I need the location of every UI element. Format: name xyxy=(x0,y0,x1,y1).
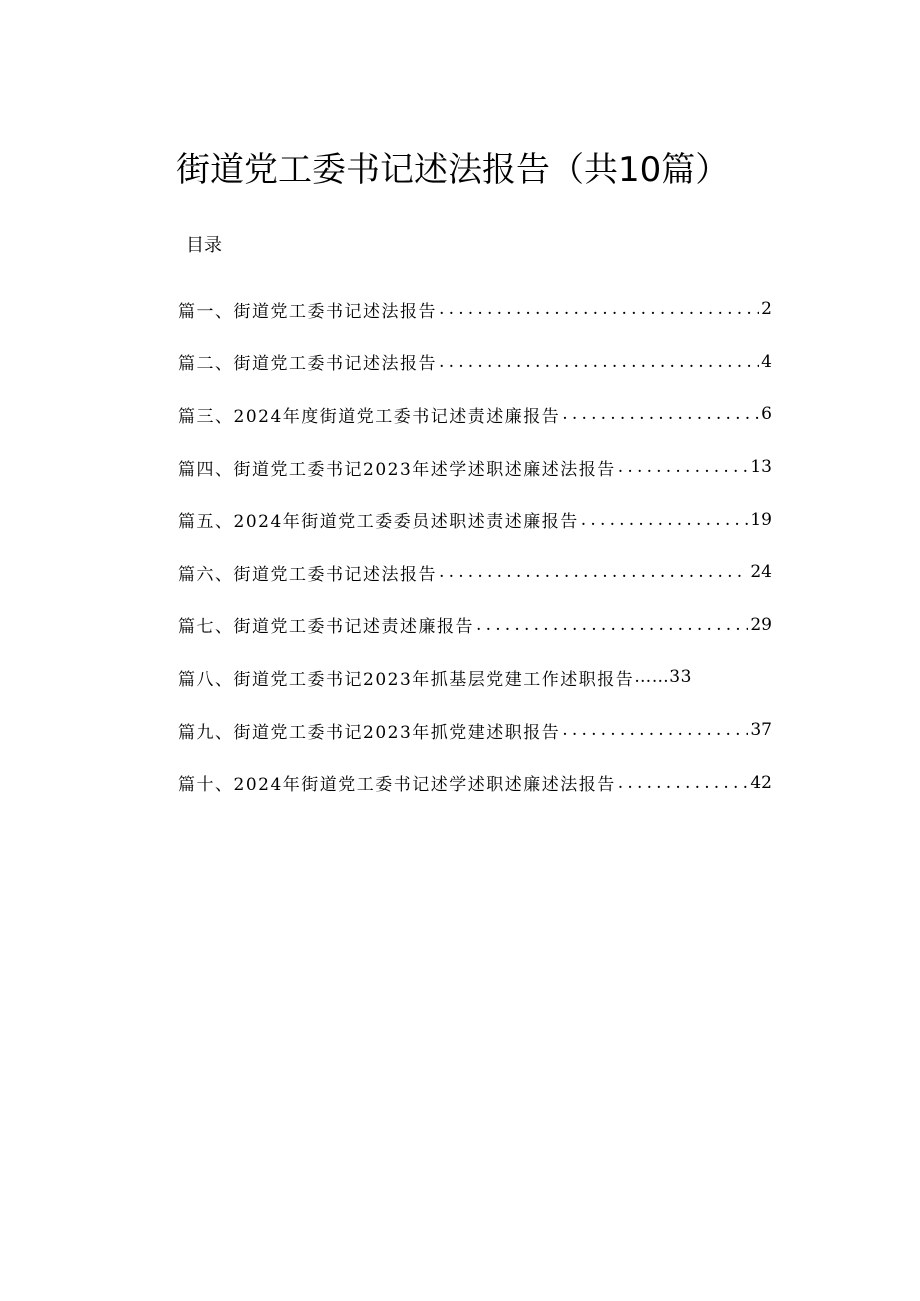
toc-page-number: 42 xyxy=(750,772,772,793)
toc-page-number: 19 xyxy=(750,509,772,530)
toc-dot-leader xyxy=(562,720,748,740)
toc-page-number: 6 xyxy=(761,404,772,425)
toc-entry-8[interactable] xyxy=(178,651,772,704)
toc-dot-leader xyxy=(439,299,759,319)
toc-dot-leader xyxy=(476,615,748,635)
toc-heading: 目录 xyxy=(186,235,222,256)
toc-entry-10[interactable] xyxy=(178,756,772,809)
toc-entry-title: 篇五、2024年街道党工委委员述职述责述廉报告 xyxy=(178,512,579,533)
toc-page-number: 2 xyxy=(761,299,772,320)
toc-dot-leader xyxy=(581,510,749,530)
toc-entry-2[interactable] xyxy=(178,336,772,389)
toc-ellipsis-leader: …… xyxy=(634,667,670,688)
toc-page-number: 4 xyxy=(761,351,772,372)
toc-page-number: 37 xyxy=(750,720,772,741)
toc-dot-leader xyxy=(439,352,759,372)
toc-entry-title: 篇七、街道党工委书记述责述廉报告 xyxy=(178,617,474,638)
toc-page-number: 33 xyxy=(669,667,692,688)
toc-entry-7[interactable] xyxy=(178,599,772,652)
toc-dot-leader xyxy=(439,562,748,582)
toc-entry-title: 篇六、街道党工委书记述法报告 xyxy=(178,564,437,585)
toc-dot-leader xyxy=(618,773,749,793)
toc-entry-title: 篇二、街道党工委书记述法报告 xyxy=(178,354,437,375)
toc-page-number: 24 xyxy=(750,562,772,583)
toc-page-number: 29 xyxy=(750,614,772,635)
toc-entry-6[interactable] xyxy=(178,546,772,599)
toc-entry-5[interactable] xyxy=(178,493,772,546)
toc-entry-title: 篇十、2024年街道党工委书记述学述职述廉述法报告 xyxy=(178,775,616,796)
toc-entry-1[interactable] xyxy=(178,283,772,336)
toc-page-number: 13 xyxy=(750,457,772,478)
document-title: 街道党工委书记述法报告（共10篇） xyxy=(176,150,730,190)
toc-entry-title: 篇一、街道党工委书记述法报告 xyxy=(178,301,437,322)
table-of-contents xyxy=(178,283,772,809)
toc-entry-title: 篇四、街道党工委书记2023年述学述职述廉述法报告 xyxy=(178,459,616,480)
toc-entry-3[interactable] xyxy=(178,388,772,441)
toc-entry-title: 篇三、2024年度街道党工委书记述责述廉报告 xyxy=(178,406,561,427)
toc-entry-9[interactable] xyxy=(178,704,772,757)
toc-dot-leader xyxy=(618,457,749,477)
toc-entry-title: 篇八、街道党工委书记2023年抓基层党建工作述职报告 xyxy=(178,669,635,690)
toc-entry-title: 篇九、街道党工委书记2023年抓党建述职报告 xyxy=(178,722,561,743)
toc-dot-leader xyxy=(562,404,759,424)
toc-entry-4[interactable] xyxy=(178,441,772,494)
